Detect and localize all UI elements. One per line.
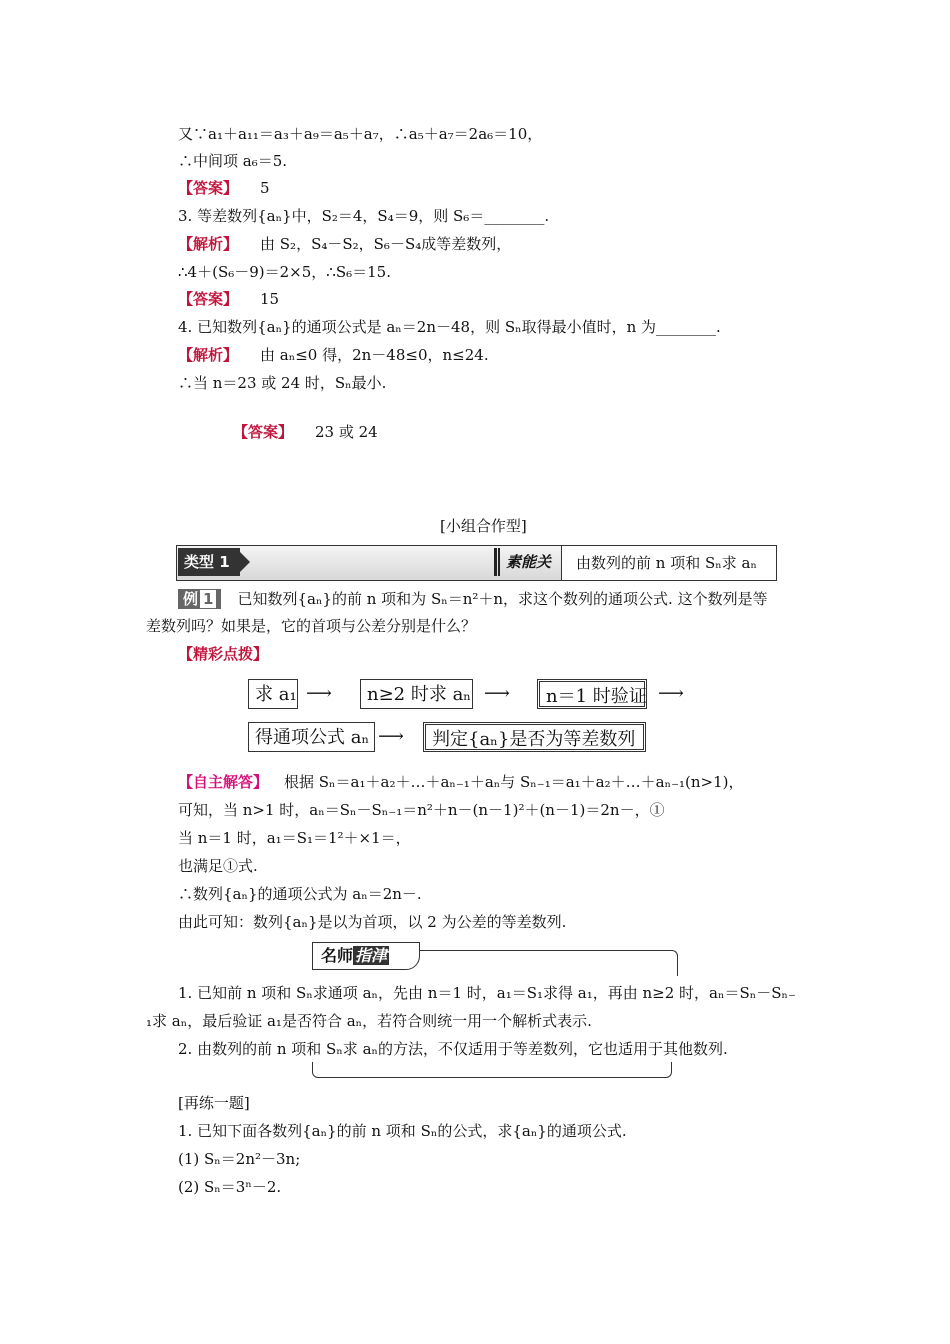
solution-label: 【解析】: [178, 346, 239, 364]
text-line: 也满足①式.: [178, 857, 258, 875]
solution-text: 由 S₂，S₄－S₂，S₆－S₄成等差数列，: [260, 235, 512, 253]
teacher-tips-label: [312, 942, 420, 970]
type-tag: 类型 1: [178, 548, 240, 576]
text-line: ∴中间项 a₆＝5.: [178, 152, 288, 170]
text-line: 当 n＝1 时，a₁＝S₁＝1²＋×1＝，: [178, 829, 411, 847]
tip-2: 2. 由数列的前 n 项和 Sₙ求 aₙ的方法，不仅适用于等差数列，它也适用于其他数列.: [178, 1040, 728, 1058]
solution-text: 根据 Sₙ＝a₁＋a₂＋…＋aₙ₋₁＋aₙ与 Sₙ₋₁＝a₁＋a₂＋…＋aₙ₋₁(n>1)，: [284, 773, 744, 791]
practice-part-1: (1) Sₙ＝2n²－3n;: [178, 1150, 301, 1168]
question-4: 4. 已知数列{aₙ}的通项公式是 aₙ＝2n－48，则 Sₙ取得最小值时，n 为________.: [178, 318, 721, 336]
flow-box-4: 得通项公式 aₙ: [248, 722, 375, 752]
flow-box-5: 判定{aₙ}是否为等差数列: [423, 722, 646, 752]
text-line: ∴当 n＝23 或 24 时，Sₙ最小.: [178, 374, 387, 392]
solution-label: 【解析】: [178, 235, 239, 253]
teacher-label-a: 名师: [321, 946, 354, 965]
practice-title: [再练一题]: [178, 1094, 250, 1112]
hint-label: [178, 644, 268, 664]
flow-box-2: n≥2 时求 aₙ: [360, 679, 473, 709]
teacher-box-bottom: [312, 1062, 672, 1078]
example-line-1: [178, 589, 768, 609]
answer-line: [178, 289, 279, 309]
text-line: 由此可知：数列{aₙ}是以为首项，以 2 为公差的等差数列.: [178, 913, 567, 931]
answer-label: 【答案】: [178, 179, 239, 197]
text-line: 可知，当 n>1 时，aₙ＝Sₙ－Sₙ₋₁＝n²＋n－(n－1)²＋(n－1)＝2n－，①: [178, 801, 665, 819]
text-line: 又∵a₁＋a₁₁＝a₃＋a₉＝a₅＋a₇，∴a₅＋a₇＝2a₆＝10，: [178, 125, 543, 143]
answer-label: 【答案】: [178, 290, 239, 308]
divider-bars: [494, 548, 500, 576]
example-text: 已知数列{aₙ}的前 n 项和为 Sₙ＝n²＋n，求这个数列的通项公式. 这个数列是等: [237, 590, 768, 608]
flow-arrow: ⟶: [306, 683, 332, 704]
answer-value: 5: [260, 179, 270, 197]
tip-1b: ₁求 aₙ，最后验证 a₁是否符合 aₙ，若符合则统一用一个解析式表示.: [146, 1012, 592, 1030]
type-bar: [176, 545, 777, 581]
practice-part-2: (2) Sₙ＝3ⁿ－2.: [178, 1178, 282, 1196]
skill-label: 素能关: [506, 553, 552, 571]
hint-label-text: 【精彩点拨】: [178, 645, 269, 663]
self-solution-label: 【自主解答】: [178, 773, 269, 791]
flow-box-1: 求 a₁: [248, 679, 298, 709]
answer-value: 15: [260, 290, 280, 308]
answer-label: 【答案】: [233, 423, 294, 441]
answer-value: 23 或 24: [315, 423, 378, 441]
section-title: [小组合作型]: [440, 517, 527, 535]
teacher-tips-header: [312, 942, 678, 982]
type-title: 由数列的前 n 项和 Sₙ求 aₙ: [562, 545, 777, 581]
flow-arrow: ⟶: [378, 726, 404, 747]
solution-text: 由 aₙ≤0 得，2n－48≤0，n≤24.: [260, 346, 489, 364]
answer-line: [178, 178, 270, 198]
practice-question: 1. 已知下面各数列{aₙ}的前 n 项和 Sₙ的公式，求{aₙ}的通项公式.: [178, 1122, 627, 1140]
example-line-2: 差数列吗？如果是，它的首项与公差分别是什么？: [146, 617, 477, 635]
flow-arrow: ⟶: [658, 683, 684, 704]
solution-line: [178, 234, 511, 254]
tip-1a: 1. 已知前 n 项和 Sₙ求通项 aₙ，先由 n＝1 时，a₁＝S₁求得 a₁，再由 n≥2 时，aₙ＝Sₙ－Sₙ₋: [178, 984, 796, 1002]
solution-line: [178, 345, 489, 365]
example-tag-text: 例: [183, 590, 199, 608]
question-3: 3. 等差数列{aₙ}中，S₂＝4，S₄＝9，则 S₆＝________.: [178, 207, 550, 225]
teacher-box-line: [420, 950, 678, 976]
example-tag: [178, 589, 221, 609]
teacher-label-b: 指津: [355, 946, 388, 965]
text-line: ∴4＋(S₆－9)＝2×5，∴S₆＝15.: [178, 263, 391, 281]
text-line: ∴数列{aₙ}的通项公式为 aₙ＝2n－.: [178, 885, 422, 903]
answer-line: [233, 422, 378, 442]
solution-line: [178, 772, 743, 792]
example-number: 1: [200, 590, 216, 608]
flow-arrow: ⟶: [484, 683, 510, 704]
flow-box-3: n＝1 时验证: [537, 679, 647, 709]
